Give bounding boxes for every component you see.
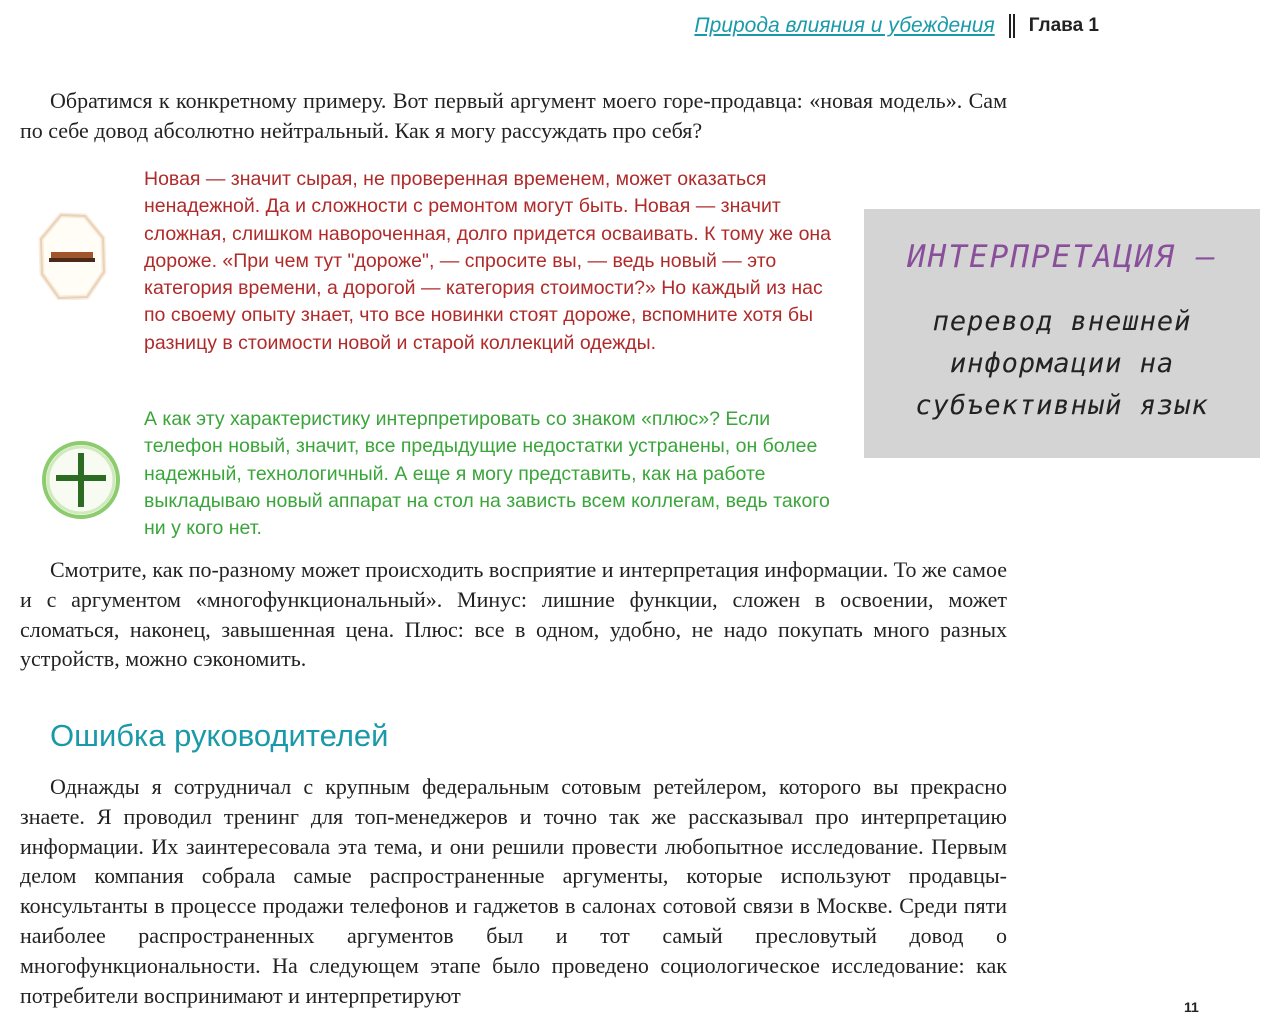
sidebar-definition: перевод внешней информации на субъективный язык [915, 306, 1209, 421]
minus-icon [37, 212, 107, 300]
story-paragraph: Однажды я сотрудничал с крупным федеральным сотовым ретейлером, которого вы прекрасно знаете. Я проводил тренинг для топ-менеджеров и точно так же рассказывал про интерпретацию информации. Их заинтересовала эта тема, и они решили провести любопытное исследование. Первым делом компания собрала самые распространенные аргументы, которые используют продавцы-консультанты в процессе продажи телефонов и гаджетов в салонах сотовой связи в Москве. Среди пяти наиболее распространенных аргументов был и тот самый пресловутый довод о многофункциональности. На следующем этапе было проведено социологическое исследование: как потребители воспринимают и интерпретируют [20, 774, 1007, 1008]
plus-interpretation-text: А как эту характеристику интерпретировать со знаком «плюс»? Если телефон новый, значит, все предыдущие недостатки устранены, он более надежный, технологичный. А еще я могу представить, как на работе выкладываю новый аппарат на стол на зависть всем коллегам, ведь такого ни у кого нет. [144, 408, 830, 540]
definition-sidebar [864, 209, 1260, 458]
chapter-label: Глава 1 [1028, 15, 1099, 36]
intro-paragraph: Обратимся к конкретному примеру. Вот первый аргумент моего горе-продавца: «новая модель». Сам по себе довод абсолютно нейтральный. Как я могу рассуждать про себя? [20, 88, 1007, 143]
section-heading: Ошибка руководителей [50, 718, 389, 753]
minus-interpretation-text: Новая — значит сырая, не проверенная временем, может оказаться ненадежной. Да и сложности с ремонтом могут быть. Новая — значит сложная, слишком навороченная, долго придется осваивать. К тому же она дороже. «При чем тут "дороже", — спросите вы, — ведь новый — это категория времени, а дорогой — категория стоимости?» Но каждый из нас по своему опыту знает, что все новинки стоят дороже, вспомните хотя бы разницу в стоимости новой и старой коллекций одежды. [144, 168, 832, 354]
plus-icon [38, 437, 124, 523]
comparison-paragraph: Смотрите, как по-разному может происходить восприятие и интерпретация информации. То же самое и с аргументом «многофункциональный». Минус: лишние функции, сложен в освоении, может сломаться, наконец, завышенная цена. Плюс: все в одном, удобно, не надо покупать много разных устройств, можно сэкономить. [20, 557, 1007, 672]
running-header [694, 14, 1099, 38]
page-number: 11 [1184, 999, 1199, 1015]
header-separator [1009, 14, 1015, 38]
running-title-link[interactable]: Природа влияния и убеждения [694, 14, 995, 37]
sidebar-term: ИНТЕРПРЕТАЦИЯ — [907, 239, 1217, 275]
